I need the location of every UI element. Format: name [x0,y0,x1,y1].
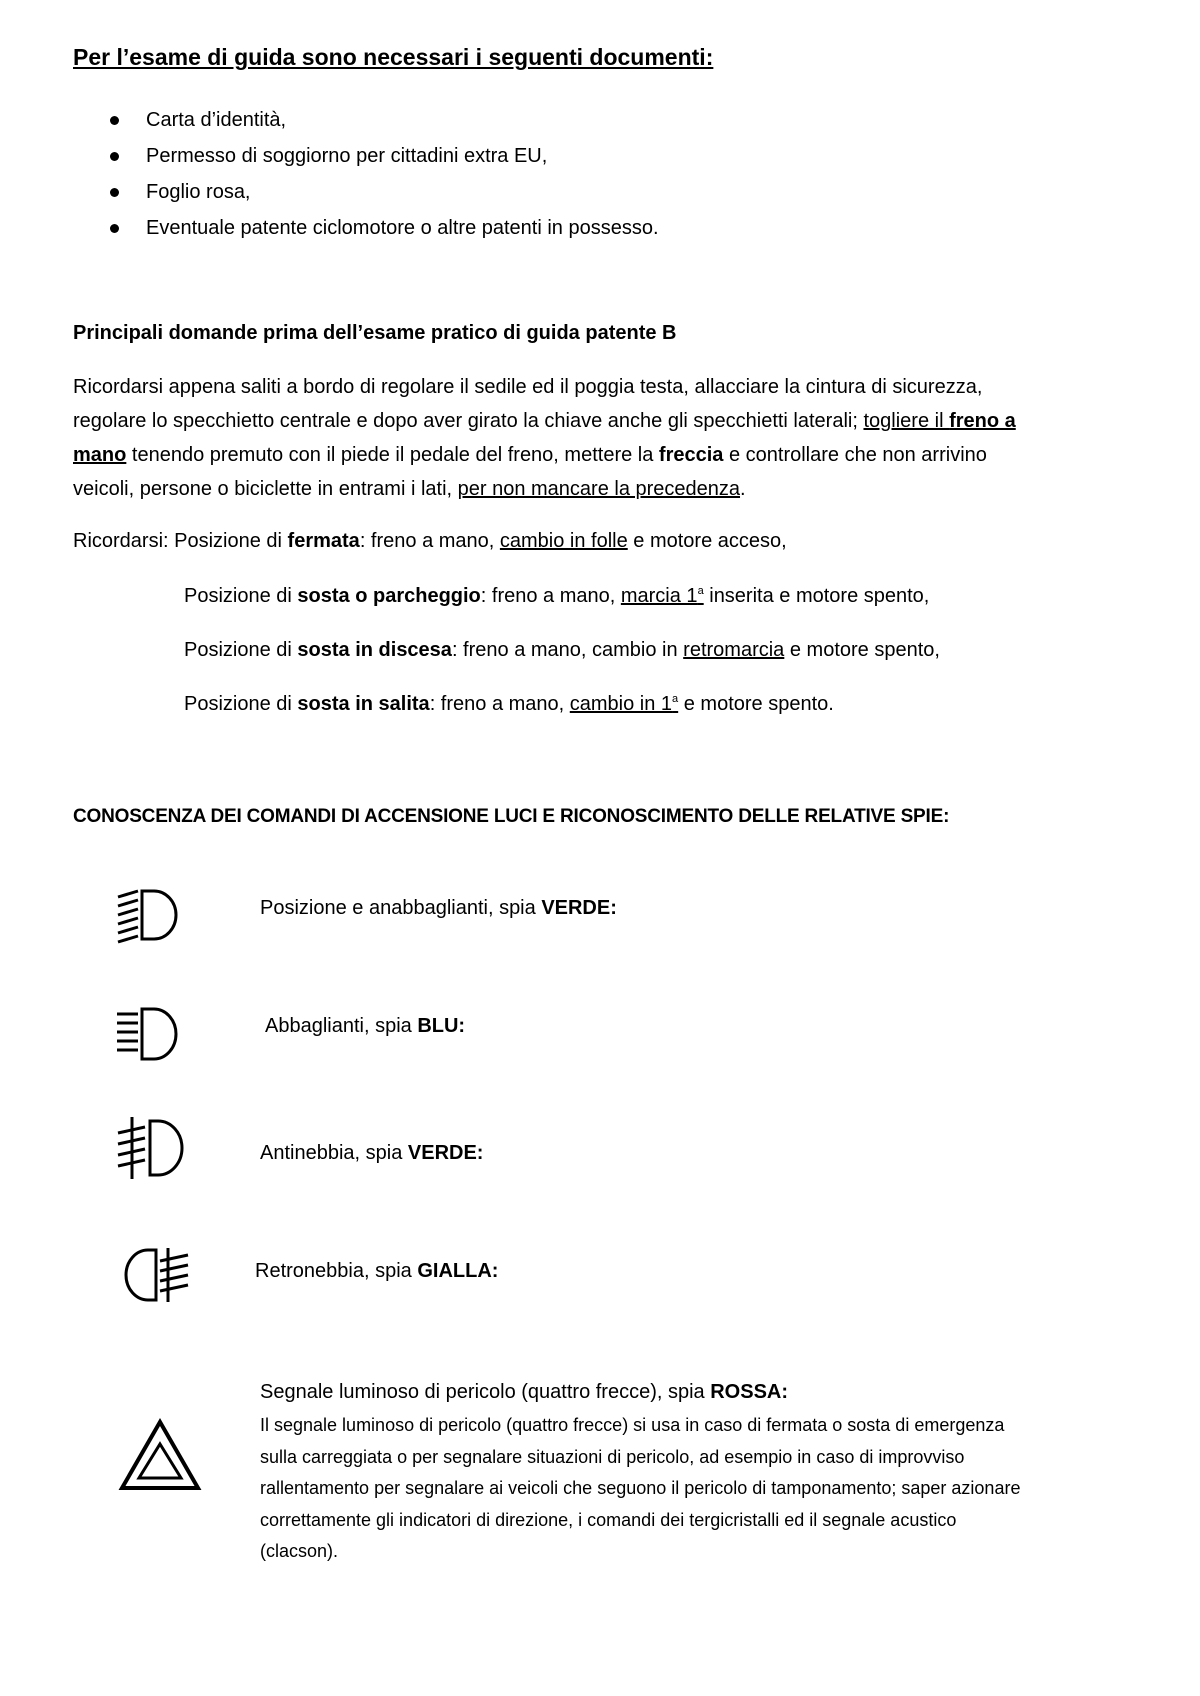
position-sosta: Posizione di sosta o parcheggio: freno a mano, marcia 1$^a$ inserita e motore spento, [184,585,930,607]
light-label-low-beam: Posizione e anabbaglianti, spia VERDE: [260,897,617,919]
light-label-front-fog: Antinebbia, spia VERDE: [260,1142,484,1164]
light-label-hazard: Segnale luminoso di pericolo (quattro frecce), spia ROSSA: [260,1381,789,1403]
handbrake-underline: togliere il freno a [863,410,1016,432]
intro-line-3: mano tenendo premuto con il piede il pedale del freno, mettere la freccia e controllare che non arrivino [73,444,987,466]
position-discesa: Posizione di sosta in discesa: freno a mano, cambio in retromarcia e motore spento, [184,639,940,661]
high-beam-icon [112,1005,188,1063]
bullet-icon [110,152,119,161]
list-item: Permesso di soggiorno per cittadini extra EU, [108,138,659,174]
lights-heading: CONOSCENZA DEI COMANDI DI ACCENSIONE LUCI E RICONOSCIMENTO DELLE RELATIVE SPIE: [73,806,950,827]
position-salita: Posizione di sosta in salita: freno a mano, cambio in 1$^a$ e motore spento. [184,693,834,715]
hazard-description: Il segnale luminoso di pericolo (quattro frecce) si usa in caso di fermata o sosta di emergenza sulla carreggiata o per segnalare situazioni di pericolo, ad esempio in caso di improvviso rallentamento per segnalare ai veicoli che seguono il pericolo di tamponamento; saper azionare correttamente gli indicatori di direzione, i comandi dei tergicristalli ed il segnale acustico (clacson). [260,1415,1021,1561]
intro-line-4: veicoli, persone o biciclette in entrami i lati, per non mancare la precedenza. [73,478,746,500]
bullet-icon [110,188,119,197]
light-label-high-beam: Abbaglianti, spia BLU: [265,1015,466,1037]
bullet-icon [110,224,119,233]
questions-heading: Principali domande prima dell’esame pratico di guida patente B [73,322,677,344]
position-fermata: Ricordarsi: Posizione di fermata: freno a mano, cambio in folle e motore acceso, [73,530,787,552]
intro-line-1: Ricordarsi appena saliti a bordo di regolare il sedile ed il poggia testa, allacciare la cintura di sicurezza, [73,376,983,398]
list-item: Foglio rosa, [108,174,659,210]
rear-fog-icon [118,1245,198,1305]
list-item: Eventuale patente ciclomotore o altre patenti in possesso. [108,210,659,246]
light-label-rear-fog: Retronebbia, spia GIALLA: [255,1260,499,1282]
front-fog-icon [112,1115,192,1181]
low-beam-icon [112,885,188,945]
documents-list [108,102,659,246]
intro-line-2: regolare lo specchietto centrale e dopo aver girato la chiave anche gli specchietti laterali; togliere il freno a [73,410,1016,432]
intro-paragraph [73,370,1135,506]
documents-heading: Per l’esame di guida sono necessari i seguenti documenti: [73,44,714,70]
bullet-icon [110,116,119,125]
list-item: Carta d’identità, [108,102,659,138]
hazard-icon [118,1418,202,1492]
